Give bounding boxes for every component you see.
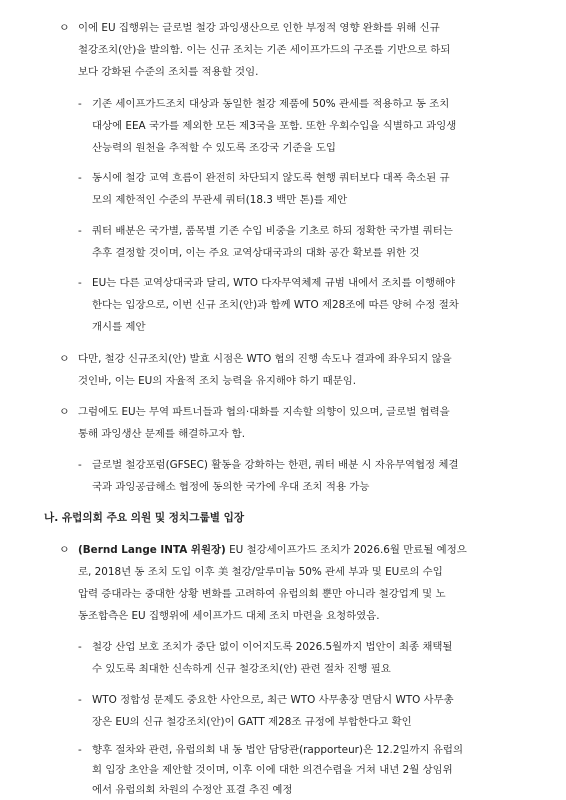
text-line: 쿼터 배분은 국가별, 품목별 기존 수입 비중을 기초로 하되 정확한 국가별 쿼터는 — [92, 224, 453, 237]
speaker-label: (Bernd Lange INTA 위원장) — [78, 543, 226, 556]
text-line: 이에 EU 집행위는 글로벌 철강 과잉생산으로 인한 부정적 영향 완화를 위해 신규 — [78, 22, 440, 35]
text-line — [78, 543, 467, 557]
circle-bullet: ㅇ — [59, 542, 70, 556]
text-line: 한다는 입장으로, 이번 신규 조치(안)과 함께 WTO 제28조에 따른 양허 수정 절차 — [92, 299, 459, 312]
text-line: 국과 과잉공급해소 협정에 동의한 국가에 우대 조치 적용 가능 — [92, 480, 370, 493]
text-line: 향후 절차와 관련, 유럽의회 내 동 법안 담당관(rapporteur)은 12.2일까지 유럽의 — [92, 744, 463, 757]
dash-bullet: - — [78, 693, 82, 706]
text-line: EU는 다른 교역상대국과 달리, WTO 다자무역체제 규범 내에서 조치를 이행해야 — [92, 277, 456, 290]
text-line: 압력 증대라는 중대한 상황 변화를 고려하여 유럽의회 뿐만 아니라 철강업계 및 노 — [78, 587, 446, 600]
text-line: 철강조치(안)을 발의함. 이는 신규 조치는 기존 세이프가드의 구조를 기반으로 하되 — [78, 44, 451, 57]
circle-bullet: ㅇ — [59, 405, 70, 419]
text-line: 통해 과잉생산 문제를 해결하고자 함. — [78, 428, 246, 441]
text-line: 보다 강화된 수준의 조치를 적용할 것임. — [78, 66, 259, 79]
text-line: 동시에 철강 교역 흐름이 완전히 차단되지 않도록 현행 쿼터보다 대폭 축소된 규 — [92, 172, 450, 185]
dash-bullet: - — [78, 641, 82, 654]
text-line: 개시를 제안 — [92, 321, 146, 334]
text-line: 글로벌 철강포럼(GFSEC) 활동을 강화하는 한편, 쿼터 배분 시 자유무역협정 체결 — [92, 458, 459, 471]
text-line: 기존 세이프가드조치 대상과 동일한 철강 제품에 50% 관세를 적용하고 동 조치 — [92, 97, 450, 110]
text-fragment: EU 철강세이프가드 조치가 2026.6월 만료될 예정으 — [225, 543, 467, 556]
dash-bullet: - — [78, 97, 82, 110]
dash-bullet: - — [78, 277, 82, 290]
text-line: 회 입장 초안을 제안할 것이며, 이후 이에 대한 의견수렴을 거쳐 내년 2월 상임위 — [92, 764, 453, 777]
text-line: 그럼에도 EU는 무역 파트너들과 협의·대화를 지속할 의향이 있으며, 글로벌 협력을 — [78, 406, 450, 419]
text-line: 대상에 EEA 국가를 제외한 모든 제3국을 포함. 또한 우회수입을 식별하고 과잉생 — [92, 119, 457, 132]
text-line: 추후 결정할 것이며, 이는 주요 교역상대국과의 대화 공간 확보를 위한 것 — [92, 246, 420, 259]
dash-bullet: - — [78, 744, 82, 757]
text-line: 수 있도록 최대한 신속하게 신규 철강조치(안) 관련 절차 진행 필요 — [92, 663, 391, 676]
text-line: 로, 2018년 동 조치 도입 이후 美 철강/알루미늄 50% 관세 부과 및 EU로의 수입 — [78, 565, 443, 578]
dash-bullet: - — [78, 458, 82, 471]
text-line: 철강 산업 보호 조치가 중단 없이 이어지도록 2026.5월까지 법안이 최종 채택될 — [92, 641, 453, 654]
text-line: 장은 EU의 신규 철강조치(안)이 GATT 제28조 규정에 부합한다고 확인 — [92, 715, 412, 728]
text-line: 에서 유럽의회 차원의 수정안 표결 추진 예정 — [92, 784, 293, 797]
text-line: 다만, 철강 신규조치(안) 발효 시점은 WTO 협의 진행 속도나 결과에 좌우되지 않을 — [78, 352, 452, 365]
circle-bullet: ㅇ — [59, 21, 70, 35]
text-line: 모의 제한적인 수준의 무관세 쿼터(18.3 백만 톤)를 제안 — [92, 194, 348, 207]
dash-bullet: - — [78, 172, 82, 185]
text-line: WTO 정합성 문제도 중요한 사안으로, 최근 WTO 사무총장 면담시 WTO 사무총 — [92, 693, 454, 706]
section-heading: 나. 유럽의회 주요 의원 및 정치그룹별 입장 — [44, 512, 245, 525]
dash-bullet: - — [78, 224, 82, 237]
text-line: 동조합측은 EU 집행위에 세이프가드 대체 조치 마련을 요청하였음. — [78, 609, 380, 622]
text-line: 것인바, 이는 EU의 자율적 조치 능력을 유지해야 하기 때문임. — [78, 374, 357, 387]
circle-bullet: ㅇ — [59, 351, 70, 365]
text-line: 산능력의 원천을 추적할 수 있도록 조강국 기준을 도입 — [92, 141, 336, 154]
